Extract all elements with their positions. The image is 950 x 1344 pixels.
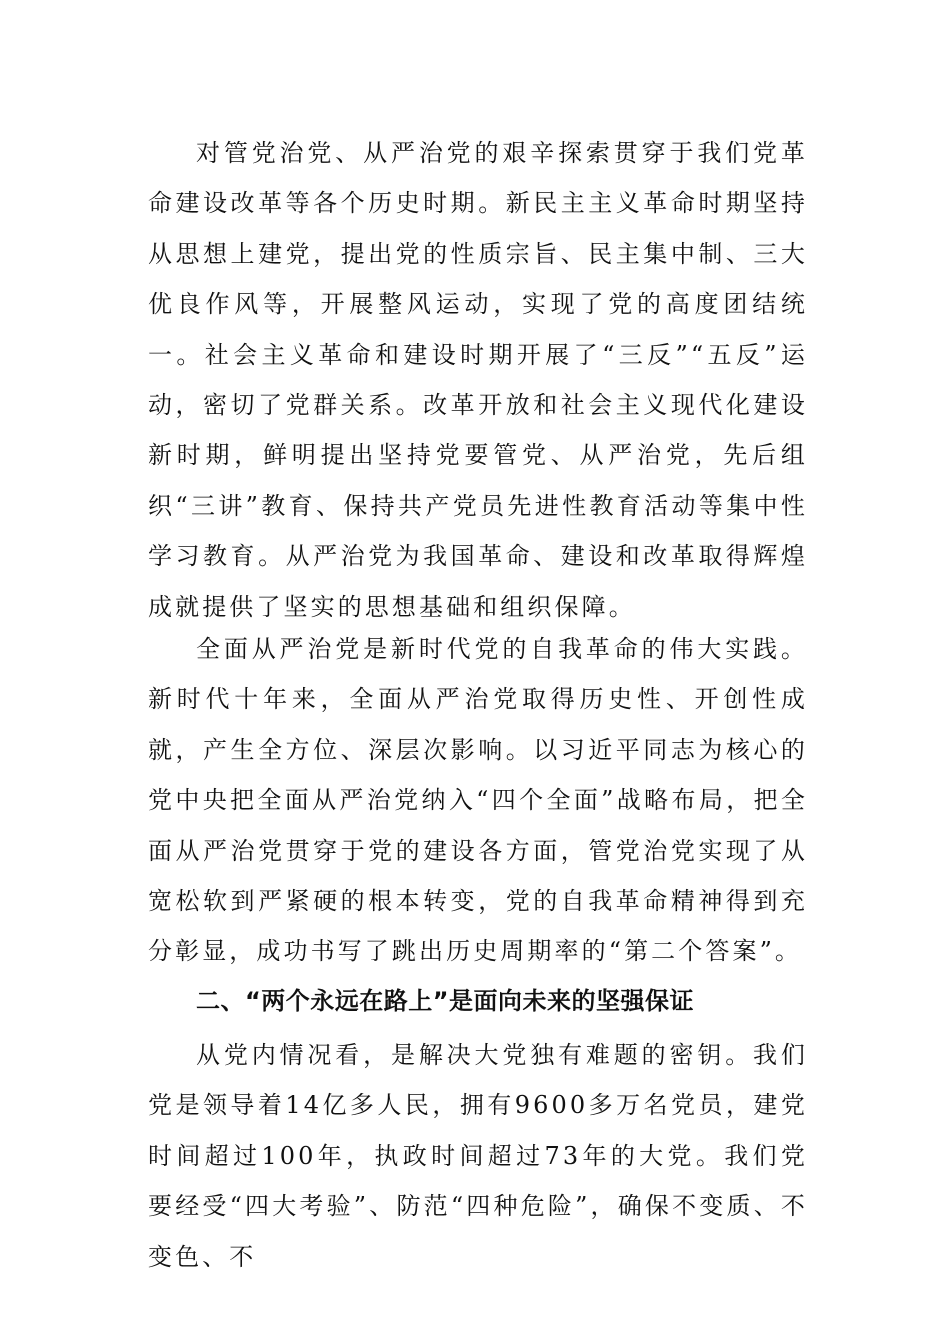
paragraph-new-era-practice: 全面从严治党是新时代党的自我革命的伟大实践。新时代十年来，全面从严治党取得历史性、开创性成就，产生全方位、深层次影响。以习近平同志为核心的党中央把全面从严治党纳入“四个全面”战略布局，把全面从严治党贯穿于党的建设各方面，管党治党实现了从宽松软到严紧硬的根本转变，党的自我革命精神得到充分彰显，成功书写了跳出历史周期率的“第二个答案”。 — [148, 635, 808, 966]
paragraph-history-exploration: 对管党治党、从严治党的艰辛探索贯穿于我们党革命建设改革等各个历史时期。新民主主义革命时期坚持从思想上建党，提出党的性质宗旨、民主集中制、三大优良作风等，开展整风运动，实现了党的高度团结统一。社会主义革命和建设时期开展了“三反”“五反”运动，密切了党群关系。改革开放和社会主义现代化建设新时期，鲜明提出坚持党要管党、从严治党，先后组织“三讲”教育、保持共产党员先进性教育活动等集中性学习教育。从严治党为我国革命、建设和改革取得辉煌成就提供了坚实的思想基础和组织保障。 — [148, 139, 808, 621]
paragraph-party-situation: 从党内情况看，是解决大党独有难题的密钥。我们党是领导着14亿多人民，拥有9600多万名党员，建党时间超过100年，执政时间超过73年的大党。我们党要经受“四大考验”、防范“四种危险”，确保不变质、不变色、不 — [148, 1041, 808, 1271]
section-heading: 二、“两个永远在路上”是面向未来的坚强保证 — [196, 987, 695, 1015]
